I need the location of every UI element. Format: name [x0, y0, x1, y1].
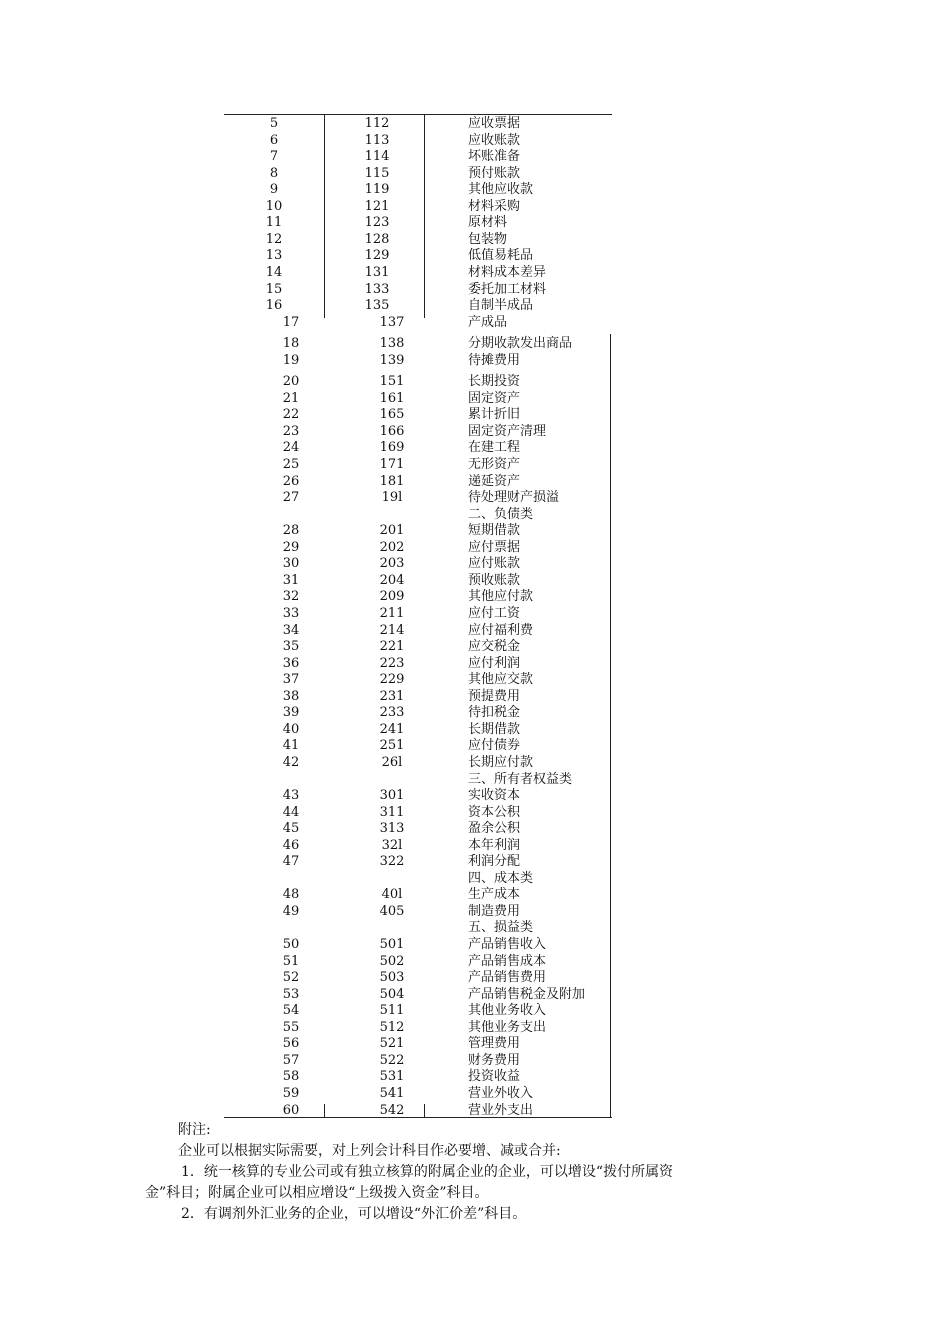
account-row — [224, 540, 612, 556]
account-row — [224, 606, 612, 622]
account-code: 114 — [364, 149, 390, 165]
notes-section — [145, 1120, 825, 1225]
account-name: 其他业务收入 — [468, 1003, 547, 1019]
account-name: 待扣税金 — [468, 705, 521, 721]
account-name: 材料成本差异 — [468, 265, 547, 280]
account-code: 501 — [379, 937, 405, 952]
account-number: 9 — [269, 182, 279, 198]
account-name: 四、成本类 — [468, 870, 534, 886]
account-row — [224, 232, 612, 248]
account-row — [224, 215, 612, 231]
account-number: 40 — [282, 721, 300, 737]
account-code: 171 — [379, 457, 405, 472]
account-row — [224, 920, 612, 936]
account-name: 管理费用 — [468, 1036, 521, 1052]
account-row — [224, 523, 612, 539]
account-name: 固定资产 — [468, 390, 521, 406]
account-row — [224, 738, 612, 754]
account-number: 31 — [282, 572, 300, 588]
account-row — [224, 722, 612, 738]
account-name: 产品销售税金及附加 — [468, 986, 586, 1002]
account-row — [224, 1053, 612, 1069]
account-name: 应付账款 — [468, 556, 521, 572]
account-number: 28 — [282, 523, 300, 539]
account-name: 利润分配 — [468, 854, 521, 870]
account-code: 119 — [364, 182, 390, 198]
account-row — [224, 133, 612, 149]
account-number: 20 — [282, 374, 300, 390]
account-number: 57 — [282, 1052, 300, 1068]
account-code: 504 — [379, 986, 405, 1002]
account-number: 13 — [265, 248, 283, 264]
account-row — [224, 954, 612, 970]
account-number: 54 — [282, 1003, 300, 1019]
account-name: 应交税金 — [468, 639, 521, 655]
account-row — [224, 987, 612, 1003]
account-name: 应付福利费 — [468, 622, 534, 638]
account-number: 38 — [282, 688, 300, 704]
account-row — [224, 821, 612, 837]
account-row — [224, 1003, 612, 1019]
account-row — [224, 391, 612, 407]
account-code: 40l — [381, 887, 403, 903]
account-row — [224, 374, 612, 390]
account-name: 预提费用 — [468, 688, 521, 704]
account-number: 51 — [282, 953, 300, 969]
account-code: 223 — [379, 655, 405, 671]
account-code: 503 — [379, 970, 405, 986]
account-code: 26l — [381, 754, 403, 770]
account-code: 123 — [364, 215, 390, 231]
account-number: 26 — [282, 473, 300, 489]
account-row — [224, 440, 612, 456]
account-number: 11 — [265, 215, 283, 231]
account-name: 实收资本 — [468, 788, 521, 803]
account-row — [224, 556, 612, 572]
account-row — [224, 1020, 612, 1036]
account-row — [224, 805, 612, 821]
account-row — [224, 623, 612, 639]
account-row — [224, 265, 612, 281]
account-number: 19 — [282, 352, 300, 368]
account-number: 58 — [282, 1069, 300, 1085]
account-name: 递延资产 — [468, 473, 521, 489]
account-code: 322 — [379, 854, 405, 870]
account-code: 112 — [364, 116, 390, 131]
account-code: 204 — [379, 572, 405, 588]
account-row — [224, 1069, 612, 1085]
account-row — [224, 639, 612, 655]
account-row — [224, 298, 612, 314]
account-code: 138 — [379, 336, 405, 352]
account-name: 财务费用 — [468, 1052, 521, 1068]
account-name: 本年利润 — [468, 837, 521, 853]
account-code: 128 — [364, 231, 390, 247]
account-name: 应付债券 — [468, 738, 521, 754]
account-row — [224, 507, 612, 523]
notes-item-2: 2．有调剂外汇业务的企业，可以增设“外汇价差”科目。 — [181, 1206, 527, 1222]
account-code: 214 — [379, 622, 405, 638]
account-row — [224, 353, 612, 369]
account-number: 10 — [265, 198, 283, 214]
account-code: 521 — [379, 1036, 405, 1052]
account-row — [224, 1086, 612, 1102]
account-row — [224, 573, 612, 589]
account-row — [224, 490, 612, 506]
account-code: 201 — [379, 523, 405, 539]
account-number: 17 — [282, 314, 300, 330]
account-row — [224, 457, 612, 473]
account-row — [224, 937, 612, 953]
account-code: 137 — [379, 314, 405, 330]
account-name: 投资收益 — [468, 1069, 521, 1085]
account-code: 241 — [379, 721, 405, 737]
account-number: 8 — [269, 165, 279, 181]
account-number: 37 — [282, 672, 300, 688]
account-code: 221 — [379, 639, 405, 655]
account-number: 29 — [282, 539, 300, 555]
account-code: 121 — [364, 198, 390, 214]
account-number: 14 — [265, 265, 283, 280]
account-name: 包装物 — [468, 231, 508, 247]
account-name: 应收账款 — [468, 132, 521, 148]
account-code: 229 — [379, 672, 405, 688]
account-name: 三、所有者权益类 — [468, 771, 573, 787]
account-row — [224, 474, 612, 490]
account-row — [224, 689, 612, 705]
account-name: 产成品 — [468, 314, 508, 330]
account-row — [224, 788, 612, 804]
account-row — [224, 182, 612, 198]
account-name: 盈余公积 — [468, 821, 521, 837]
account-row — [224, 656, 612, 672]
account-number: 53 — [282, 986, 300, 1002]
account-number: 33 — [282, 606, 300, 621]
account-number: 22 — [282, 407, 300, 423]
account-name: 长期借款 — [468, 721, 521, 737]
account-number: 21 — [282, 390, 300, 406]
account-row — [224, 199, 612, 215]
account-row — [224, 1036, 612, 1052]
account-name: 委托加工材料 — [468, 281, 547, 297]
account-name: 累计折旧 — [468, 407, 521, 423]
account-code: 165 — [379, 407, 405, 423]
account-number: 47 — [282, 854, 300, 870]
account-code: 166 — [379, 423, 405, 439]
account-name: 原材料 — [468, 215, 508, 231]
account-code: 512 — [379, 1019, 405, 1035]
account-number: 41 — [282, 738, 300, 754]
account-row — [224, 887, 612, 903]
account-name: 五、损益类 — [468, 920, 534, 936]
account-number: 39 — [282, 705, 300, 721]
account-number: 18 — [282, 336, 300, 352]
account-number: 50 — [282, 937, 300, 952]
account-name: 预付账款 — [468, 165, 521, 181]
account-code: 169 — [379, 440, 405, 456]
account-row — [224, 871, 612, 887]
account-number: 12 — [265, 231, 283, 247]
account-name: 应付工资 — [468, 606, 521, 621]
notes-intro: 企业可以根据实际需要，对上列会计科目作必要增、减或合并: — [178, 1143, 561, 1159]
account-code: 19l — [381, 490, 403, 506]
account-code: 251 — [379, 738, 405, 754]
account-row — [224, 755, 612, 771]
account-code: 181 — [379, 473, 405, 489]
account-number: 36 — [282, 655, 300, 671]
account-row — [224, 1103, 612, 1119]
account-number: 60 — [282, 1102, 300, 1118]
account-code: 542 — [379, 1102, 405, 1118]
account-name: 应付票据 — [468, 539, 521, 555]
account-number: 30 — [282, 556, 300, 572]
account-code: 502 — [379, 953, 405, 969]
account-name: 待摊费用 — [468, 352, 521, 368]
account-name: 产品销售成本 — [468, 953, 547, 969]
account-name: 短期借款 — [468, 523, 521, 539]
account-name: 产品销售收入 — [468, 937, 547, 952]
account-code: 311 — [379, 804, 405, 820]
account-code: 231 — [379, 688, 405, 704]
account-name: 应收票据 — [468, 116, 521, 131]
account-code: 202 — [379, 539, 405, 555]
account-row — [224, 854, 612, 870]
account-number: 43 — [282, 788, 300, 803]
account-name: 其他应收款 — [468, 182, 534, 198]
account-code: 161 — [379, 390, 405, 406]
account-name: 其他业务支出 — [468, 1019, 547, 1035]
account-name: 待处理财产损溢 — [468, 490, 560, 506]
account-code: 129 — [364, 248, 390, 264]
account-number: 6 — [269, 132, 279, 148]
account-row — [224, 672, 612, 688]
account-number: 27 — [282, 490, 300, 506]
account-code: 139 — [379, 352, 405, 368]
account-name: 生产成本 — [468, 887, 521, 903]
account-code: 531 — [379, 1069, 405, 1085]
account-number: 23 — [282, 423, 300, 439]
account-row — [224, 772, 612, 788]
account-code: 113 — [364, 132, 390, 148]
account-code: 32l — [381, 837, 403, 853]
account-name: 分期收款发出商品 — [468, 336, 573, 352]
account-row — [224, 424, 612, 440]
account-row — [224, 282, 612, 298]
account-number: 45 — [282, 821, 300, 837]
account-row — [224, 166, 612, 182]
account-name: 其他应交款 — [468, 672, 534, 688]
account-name: 坏账准备 — [468, 149, 521, 165]
account-name: 二、负债类 — [468, 506, 534, 522]
account-code: 522 — [379, 1052, 405, 1068]
account-code: 131 — [364, 265, 390, 280]
account-row — [224, 336, 612, 352]
account-row — [224, 705, 612, 721]
account-code: 209 — [379, 589, 405, 605]
account-row — [224, 407, 612, 423]
account-name: 其他应付款 — [468, 589, 534, 605]
account-number: 55 — [282, 1019, 300, 1035]
account-code: 541 — [379, 1085, 405, 1101]
account-number: 16 — [265, 298, 283, 314]
notes-item-1-line-2: 金”科目；附属企业可以相应增设“上级拨入资金”科目。 — [145, 1185, 489, 1201]
account-name: 固定资产清理 — [468, 423, 547, 439]
account-code: 313 — [379, 821, 405, 837]
account-name: 在建工程 — [468, 440, 521, 456]
notes-item-1-line-1: 1．统一核算的专业公司或有独立核算的附属企业的企业，可以增设“拨付所属资 — [181, 1164, 674, 1180]
account-number: 25 — [282, 457, 300, 472]
account-name: 无形资产 — [468, 457, 521, 472]
account-row — [224, 248, 612, 264]
account-number: 46 — [282, 837, 300, 853]
account-name: 预收账款 — [468, 572, 521, 588]
account-code: 233 — [379, 705, 405, 721]
account-number: 32 — [282, 589, 300, 605]
account-name: 长期投资 — [468, 374, 521, 390]
account-name: 应付利润 — [468, 655, 521, 671]
account-code: 405 — [379, 903, 405, 919]
account-number: 59 — [282, 1085, 300, 1101]
table-top-rule — [224, 114, 612, 115]
account-code: 151 — [379, 374, 405, 390]
account-code: 135 — [364, 298, 390, 314]
account-row — [224, 970, 612, 986]
account-number: 44 — [282, 804, 300, 820]
account-row — [224, 589, 612, 605]
account-number: 42 — [282, 754, 300, 770]
account-code: 301 — [379, 788, 405, 803]
account-name: 产品销售费用 — [468, 970, 547, 986]
account-number: 48 — [282, 887, 300, 903]
account-number: 15 — [265, 281, 283, 297]
account-row — [224, 838, 612, 854]
account-table — [224, 114, 612, 1118]
account-number: 52 — [282, 970, 300, 986]
account-code: 133 — [364, 281, 390, 297]
account-row — [224, 315, 612, 331]
account-name: 长期应付款 — [468, 754, 534, 770]
account-number: 24 — [282, 440, 300, 456]
account-name: 自制半成品 — [468, 298, 534, 314]
account-number: 35 — [282, 639, 300, 655]
account-number: 49 — [282, 903, 300, 919]
account-number: 56 — [282, 1036, 300, 1052]
account-number: 34 — [282, 622, 300, 638]
account-code: 115 — [364, 165, 390, 181]
account-name: 营业外收入 — [468, 1085, 534, 1101]
account-code: 511 — [379, 1003, 405, 1019]
account-code: 203 — [379, 556, 405, 572]
account-name: 营业外支出 — [468, 1102, 534, 1118]
account-number: 5 — [269, 116, 279, 131]
account-row — [224, 904, 612, 920]
account-row — [224, 116, 612, 132]
account-name: 材料采购 — [468, 198, 521, 214]
notes-heading: 附注: — [178, 1122, 211, 1138]
account-name: 低值易耗品 — [468, 248, 534, 264]
account-number: 7 — [269, 149, 279, 165]
account-name: 资本公积 — [468, 804, 521, 820]
account-name: 制造费用 — [468, 903, 521, 919]
account-code: 211 — [379, 606, 405, 621]
account-row — [224, 149, 612, 165]
